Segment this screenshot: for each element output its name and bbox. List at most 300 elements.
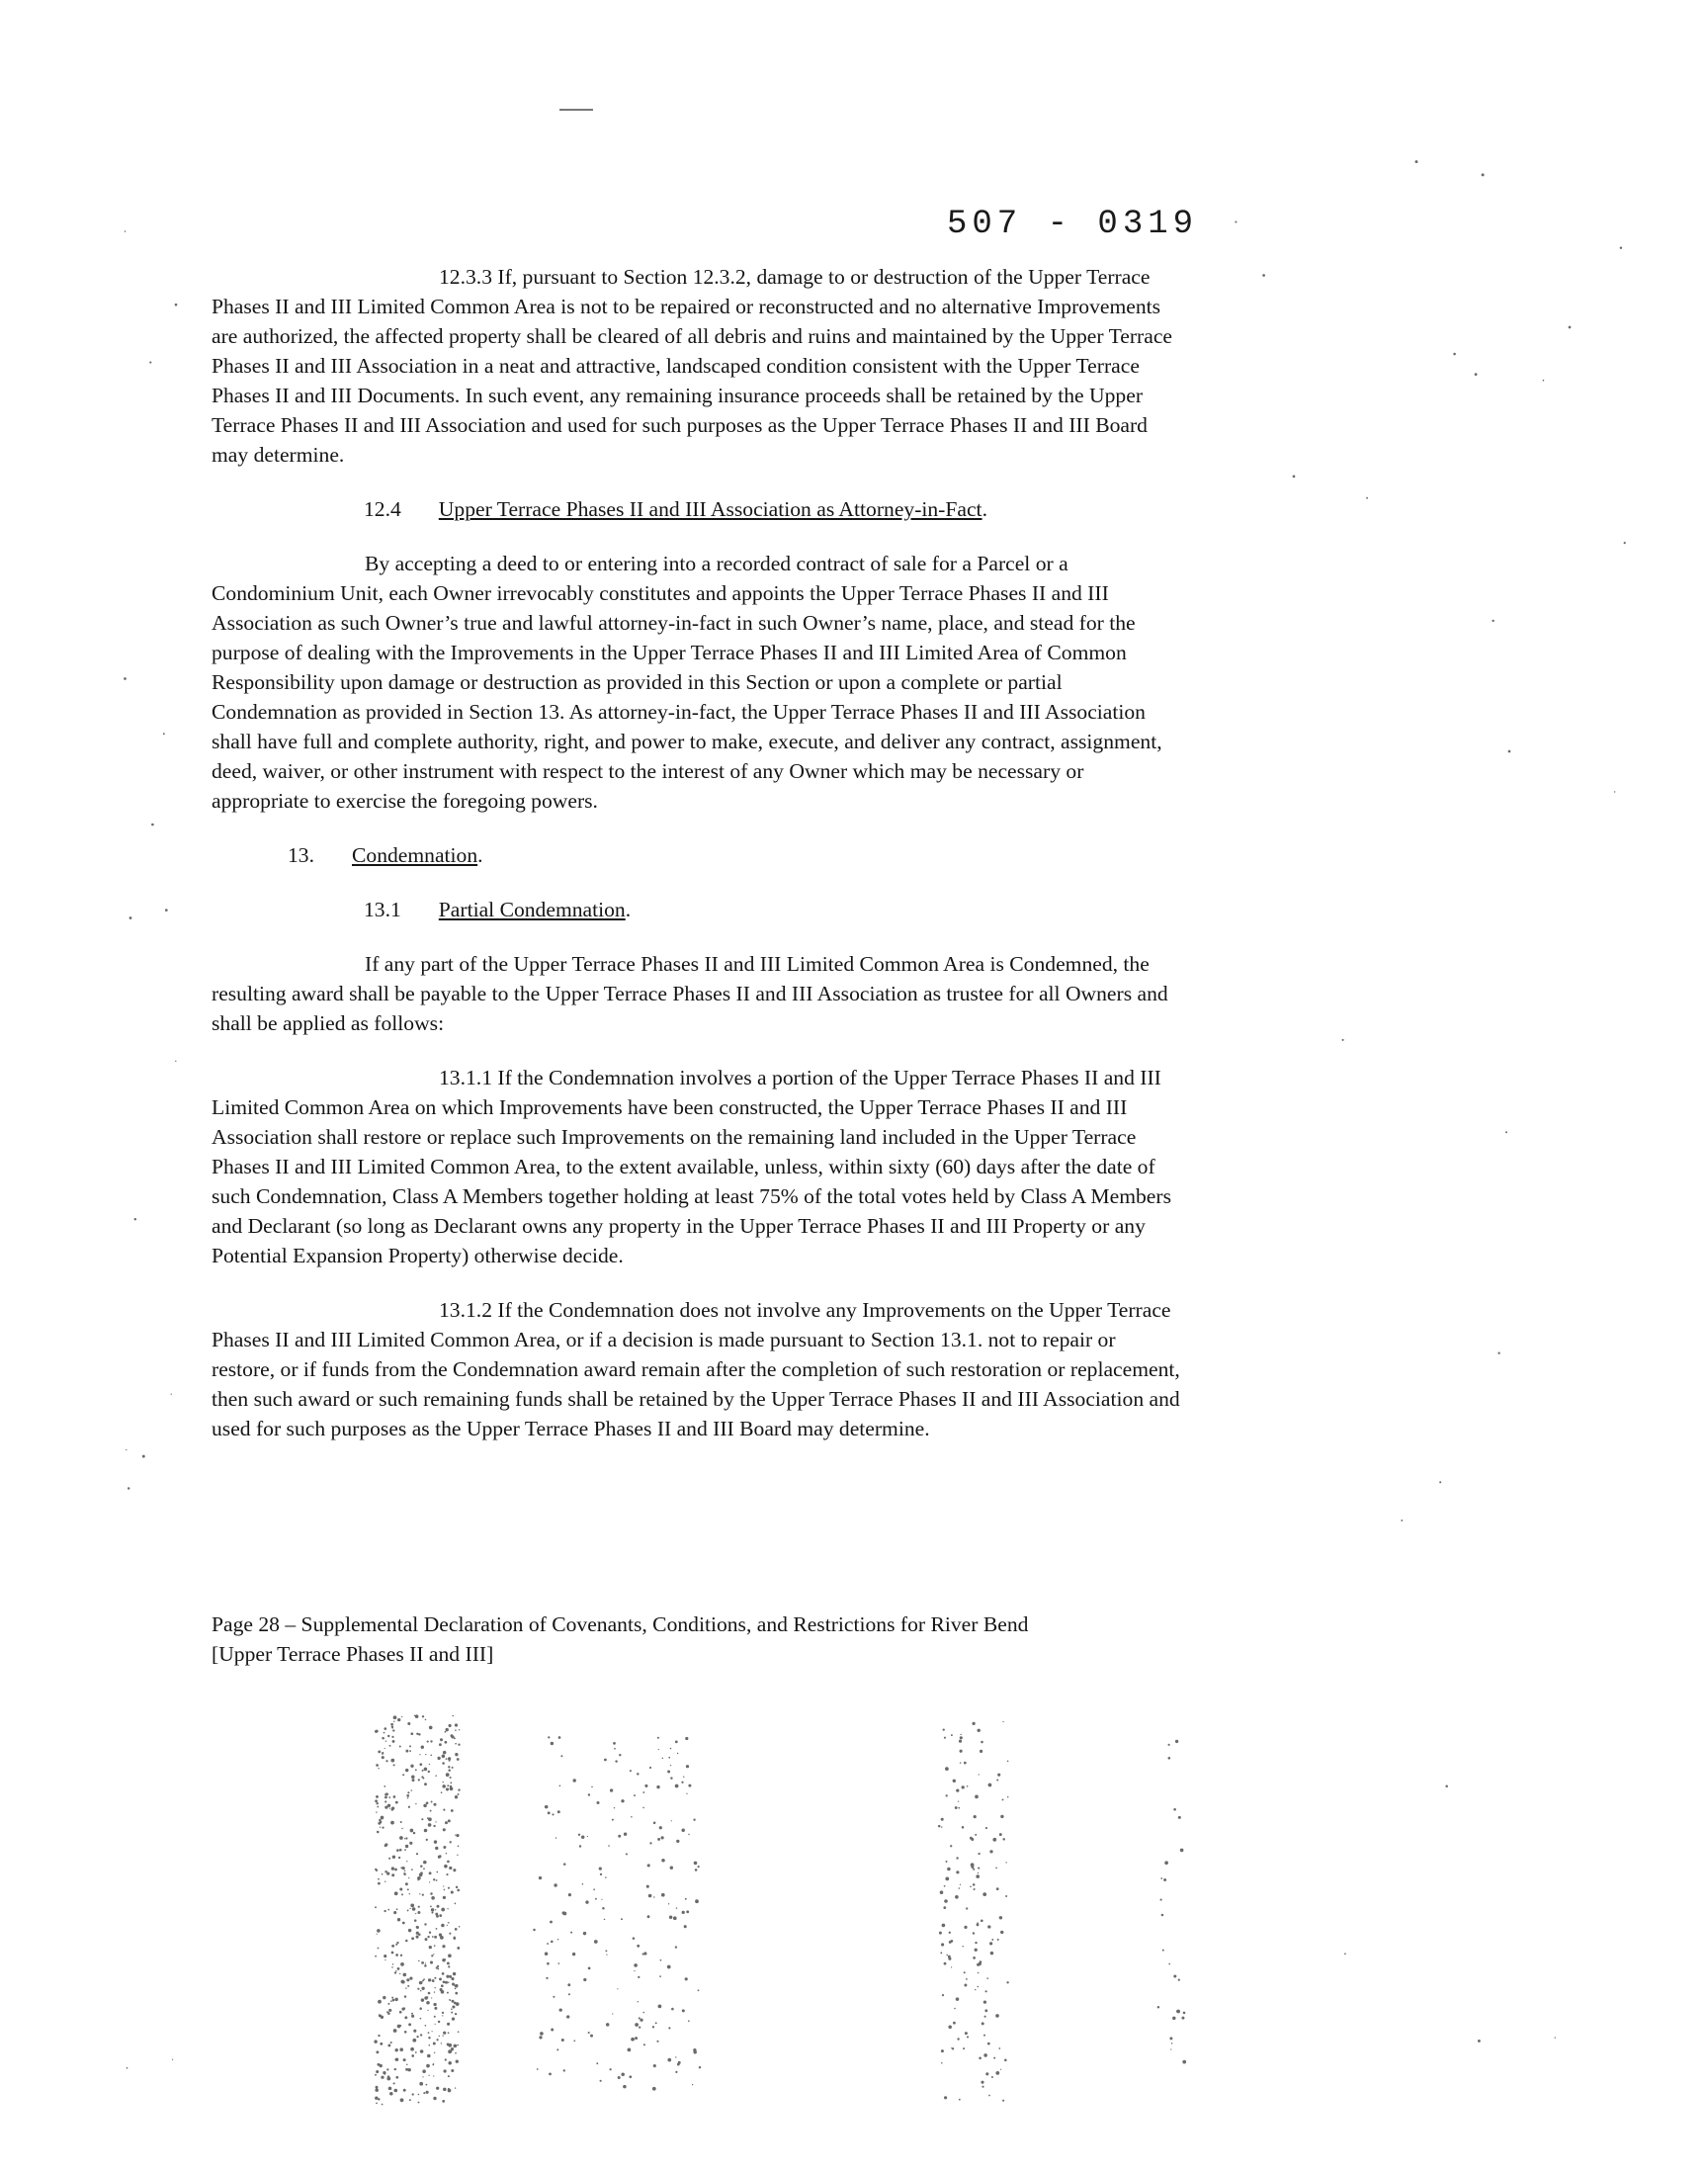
scan-speckle (588, 2032, 590, 2034)
scan-speckle (404, 2031, 407, 2034)
scan-speckle (458, 1793, 459, 1794)
section-12-3-3: 12.3.3 If, pursuant to Section 12.3.2, damage to or destruction of the Upper Terrace Phases II and III Limited Common Area is not to be repaired or reconstructed and no alternative Improvements are authorized, the affected property shall be cleared of all debris and ruins and maintained by the Upper Terrace Phases II and III Association in a neat and attractive, landscaped condition consistent with the Upper Terrace Phases II and III Documents. In such event, any remaining insurance proceeds shall be retained by the Upper Terrace Phases II and III Association and used for such purposes as the Upper Terrace Phases II and III Board may determine. (212, 265, 1172, 467)
scan-speckle (405, 1845, 408, 1848)
section-13-1-heading (212, 895, 1180, 924)
scan-speckle (1168, 1744, 1170, 1746)
scan-speckle (413, 2030, 416, 2033)
scan-speckle (411, 2015, 414, 2018)
scan-speckle (390, 1759, 394, 1763)
scan-speckle (427, 2001, 429, 2003)
scan-speckle (383, 1996, 385, 1999)
scan-speckle (418, 2094, 420, 2096)
scan-speckle (428, 1817, 432, 1821)
scan-speckle (642, 2012, 644, 2014)
scan-speckle (670, 1866, 673, 1869)
scan-speckle (1000, 1815, 1003, 1818)
scan-speckle (129, 916, 132, 919)
scan-speckle (408, 1806, 410, 1808)
scan-speckle (669, 1915, 673, 1919)
scan-speckle (402, 1922, 405, 1925)
scan-speckle (450, 1777, 452, 1779)
scan-speckle (630, 1770, 632, 1772)
scan-speckle (455, 1753, 458, 1756)
scan-speckle (410, 1732, 413, 1735)
scan-speckle (392, 1963, 393, 1964)
scan-speckle (443, 1751, 447, 1755)
scan-speckle (588, 1967, 591, 1970)
scan-speckle (407, 1722, 410, 1725)
scan-speckle (412, 2093, 414, 2095)
scan-speckle (614, 1748, 616, 1750)
scan-speckle (678, 2061, 681, 2064)
scan-speckle (384, 1748, 385, 1749)
scan-speckle (674, 1918, 676, 1920)
scan-speckle (128, 1487, 129, 1489)
scan-speckle (431, 1896, 435, 1900)
scan-speckle (409, 2099, 411, 2101)
scan-speckle (379, 2014, 382, 2017)
scan-speckle (376, 1811, 377, 1812)
scan-speckle (429, 1881, 430, 1882)
scan-speckle (395, 2048, 398, 2051)
scan-speckle (966, 1978, 968, 1980)
scan-speckle (380, 2043, 383, 2045)
scan-speckle (429, 1946, 432, 1949)
scan-speckle (973, 1883, 976, 1886)
scan-speckle (959, 1740, 962, 1743)
scan-speckle (1620, 246, 1622, 248)
scan-speckle (635, 2037, 638, 2040)
scan-speckle (941, 1826, 942, 1827)
scan-speckle (415, 1714, 419, 1718)
scan-speckle (421, 1961, 424, 1964)
scan-speckle (1492, 620, 1494, 622)
scan-speckle (996, 1780, 998, 1782)
scan-speckle (1543, 380, 1545, 382)
scan-speckle (459, 1926, 461, 1928)
scan-speckle (572, 1779, 575, 1782)
scan-speckle (945, 1767, 949, 1771)
scan-speckle (978, 1872, 979, 1873)
scan-speckle (376, 2103, 378, 2105)
scan-speckle (695, 1899, 699, 1903)
scan-speckle (583, 1978, 586, 1981)
scan-speckle (424, 1783, 427, 1785)
scan-speckle (405, 2068, 408, 2071)
scan-speckle (399, 2047, 403, 2051)
scan-speckle (451, 1809, 454, 1812)
section-13-1-body: If any part of the Upper Terrace Phases II and III Limited Common Area is Condemned, the resulting award shall be payable to the Upper Terrace Phases II and III Association as trustee for all Owners and shall be applied as follows: (212, 952, 1168, 1035)
scan-speckle (940, 1952, 942, 1954)
scan-speckle (395, 1970, 396, 1971)
scan-speckle (551, 1742, 554, 1745)
scan-speckle (375, 1956, 377, 1958)
scan-speckle (389, 2092, 393, 2096)
scan-speckle (1178, 1816, 1181, 1819)
scan-speckle (380, 1821, 383, 1824)
scan-speckle (428, 1771, 430, 1773)
scan-speckle (400, 2098, 404, 2102)
scan-speckle (426, 2091, 429, 2094)
scan-speckle (561, 2039, 564, 2042)
scan-speckle (388, 1796, 390, 1798)
scan-speckle (394, 2058, 396, 2060)
scan-speckle (670, 1777, 672, 1779)
scan-speckle (1170, 2048, 1171, 2049)
scan-speckle (420, 1981, 423, 1984)
page-footer (212, 1610, 1220, 1669)
scan-speckle (457, 2044, 459, 2046)
scan-speckle (454, 2002, 457, 2005)
scan-speckle (383, 2071, 385, 2074)
scan-speckle (1176, 2010, 1178, 2012)
scan-speckle (376, 2086, 379, 2089)
scan-speckle (960, 1762, 961, 1763)
scan-speckle (390, 2000, 392, 2002)
scan-speckle (442, 1945, 445, 1948)
scan-speckle (639, 2027, 640, 2029)
scan-speckle (406, 2063, 408, 2065)
scan-speckle (451, 2049, 453, 2051)
scan-speckle (387, 1909, 389, 1911)
section-title: Upper Terrace Phases II and III Association as Attorney-in-Fact (438, 497, 982, 521)
scan-speckle (451, 1734, 454, 1737)
scan-speckle (995, 2014, 999, 2018)
scan-speckle (985, 1827, 987, 1829)
scan-speckle (411, 1789, 413, 1791)
scan-speckle (957, 2038, 959, 2040)
scan-speckle (393, 2082, 395, 2084)
scan-speckle (448, 2044, 452, 2047)
scan-speckle (399, 1973, 400, 1974)
scan-speckle (668, 1903, 669, 1904)
scan-speckle (656, 2041, 658, 2043)
scan-speckle (377, 1806, 379, 1808)
scan-speckle (416, 1926, 419, 1929)
section-12-4-heading (212, 494, 1180, 524)
scan-speckle (455, 1928, 458, 1931)
scan-speckle (430, 1892, 433, 1895)
scan-speckle (448, 2061, 452, 2065)
scan-speckle (417, 1988, 419, 1990)
section-title-end: . (477, 843, 483, 867)
scan-speckle (398, 1857, 400, 1859)
scan-speckle (688, 2020, 690, 2022)
scan-speckle (447, 1925, 448, 1926)
section-title: Partial Condemnation (438, 898, 626, 921)
scan-speckle (999, 1916, 1002, 1919)
section-12-4-body: By accepting a deed to or entering into a recorded contract of sale for a Parcel or a Condominium Unit, each Owner irrevocably constitutes and appoints the Upper Terrace Phases II and III Association as such Owner’s true and lawful attorney-in-fact in such Owner’s name, place, and stead for the purpose of dealing with the Improvements in the Upper Terrace Phases II and III Limited Area of Common Responsibility upon damage or destruction as provided in this Section or upon a complete or partial Condemnation as provided in Section 13. As attorney-in-fact, the Upper Terrace Phases II and III Association shall have full and complete authority, right, and power to make, execute, and deliver any contract, assignment, deed, waiver, or other instrument with respect to the interest of any Owner which may be necessary or appropriate to exercise the foregoing powers. (212, 552, 1162, 813)
scan-speckle (563, 1912, 567, 1916)
scan-speckle (448, 2075, 450, 2077)
scan-speckle (395, 2076, 398, 2079)
scan-speckle (397, 1918, 400, 1921)
scan-speckle (387, 2075, 390, 2078)
scan-speckle (379, 1819, 382, 1822)
scan-speckle (444, 1865, 448, 1869)
scan-speckle (376, 1795, 379, 1798)
scan-speckle (375, 1799, 378, 1802)
scan-speckle (649, 1767, 651, 1769)
scan-speckle (455, 1834, 456, 1835)
scan-speckle (591, 1786, 593, 1788)
scan-speckle (420, 2018, 422, 2020)
scan-speckle (590, 2035, 593, 2038)
scan-speckle (572, 1953, 575, 1956)
scan-speckle (424, 1829, 428, 1833)
scan-speckle (384, 1785, 385, 1787)
scan-speckle (557, 1939, 558, 1940)
scan-speckle (685, 1977, 688, 1980)
scan-speckle (962, 1946, 963, 1947)
scan-speckle (431, 1801, 433, 1803)
scan-speckle (426, 2064, 430, 2068)
scan-speckle (443, 1828, 446, 1831)
scan-speckle (444, 1889, 446, 1891)
scan-speckle (985, 1990, 987, 1992)
scan-speckle (608, 1845, 610, 1847)
scan-speckle (675, 1946, 677, 1948)
scan-speckle (944, 1737, 946, 1739)
scan-speckle (378, 1878, 380, 1880)
scan-speckle (688, 1784, 691, 1787)
scan-speckle (628, 2048, 632, 2052)
scan-speckle (948, 2026, 952, 2030)
scan-speckle (964, 1984, 967, 1987)
scan-speckle (657, 1737, 659, 1739)
scan-speckle (390, 1821, 394, 1825)
scan-speckle (384, 1805, 387, 1808)
scan-speckle (411, 2013, 413, 2015)
scan-speckle (376, 2050, 379, 2053)
scan-speckle (434, 2016, 436, 2018)
scan-speckle (391, 1808, 393, 1810)
scan-speckle (442, 2100, 445, 2103)
scan-speckle (686, 1793, 687, 1794)
scan-speckle (960, 1734, 961, 1735)
scan-speckle (418, 1906, 420, 1908)
scan-speckle (458, 1793, 460, 1795)
scan-speckle (417, 1879, 419, 1881)
scan-speckle (995, 2071, 999, 2075)
scan-speckle (430, 1960, 433, 1963)
scan-speckle (411, 2054, 414, 2057)
scan-speckle (979, 1774, 980, 1775)
scan-speckle (973, 1869, 975, 1870)
scan-speckle (681, 1782, 683, 1784)
scan-speckle (384, 1793, 386, 1795)
scan-speckle (685, 1737, 688, 1740)
scan-speckle (403, 2089, 406, 2092)
scan-speckle (399, 1746, 401, 1748)
scan-speckle (382, 1752, 384, 1754)
scan-speckle (981, 2081, 983, 2084)
scan-speckle (415, 1803, 416, 1804)
scan-speckle (624, 1833, 627, 1836)
scan-speckle (452, 2000, 455, 2003)
section-13-1-1: 13.1.1 If the Condemnation involves a portion of the Upper Terrace Phases II and III Limited Common Area on which Improvements have been constructed, the Upper Terrace Phases II and III Association shall restore or replace such Improvements on the remaining land included in the Upper Terrace Phases II and III Limited Common Area, to the extent available, unless, within sixty (60) days after the date of such Condemnation, Class A Members together holding at least 75% of the total votes held by Class A Members and Declarant (so long as Declarant owns any property in the Upper Terrace Phases II and III Property or any Potential Expansion Property) otherwise decide. (212, 1066, 1171, 1267)
scan-speckle (399, 1887, 402, 1890)
scan-speckle (390, 1723, 393, 1726)
scan-speckle (946, 1955, 948, 1957)
scan-speckle (434, 2004, 435, 2005)
scan-speckle (606, 2023, 610, 2027)
scan-speckle (391, 1966, 393, 1968)
scan-speckle (396, 1908, 398, 1910)
scan-speckle (414, 1919, 417, 1922)
scan-speckle (442, 1958, 445, 1961)
scan-speckle (951, 1940, 954, 1943)
scan-speckle (693, 2050, 696, 2053)
scan-speckle (581, 1835, 584, 1838)
scan-speckle (633, 1937, 636, 1940)
scan-speckle (563, 2069, 565, 2071)
scan-speckle (949, 1941, 952, 1944)
scan-speckle (394, 2089, 398, 2093)
scan-speckle (1171, 2043, 1172, 2044)
scan-speckle (377, 1831, 380, 1834)
scan-speckle (634, 1970, 635, 1971)
scan-speckle (411, 1869, 413, 1870)
scan-speckle (405, 1837, 407, 1839)
scan-speckle (428, 2037, 430, 2039)
scan-speckle (386, 2077, 390, 2081)
scan-speckle (452, 2005, 455, 2008)
scan-speckle (440, 1988, 443, 1991)
scan-speckle (427, 1936, 429, 1938)
scan-speckle (454, 1936, 456, 1938)
scan-speckle (647, 1864, 650, 1867)
scan-speckle (384, 1732, 385, 1734)
scan-speckle (428, 1823, 432, 1827)
scan-speckle (419, 2082, 423, 2086)
scan-speckle (602, 1907, 605, 1910)
scan-speckle (449, 1975, 452, 1978)
scan-speckle (555, 1837, 556, 1838)
scan-speckle (964, 1762, 967, 1765)
scan-speckle (407, 1797, 408, 1798)
scan-speckle (1160, 1899, 1162, 1901)
section-number: 13.1 (364, 898, 401, 921)
scan-speckle (403, 1872, 405, 1874)
scan-speckle (440, 1738, 443, 1741)
scan-speckle (391, 1945, 394, 1948)
scan-speckle (977, 1876, 978, 1877)
scan-speckle (436, 1928, 438, 1930)
scan-speckle (692, 2084, 693, 2085)
scan-speckle (418, 1934, 421, 1937)
scan-speckle (455, 1743, 457, 1745)
scan-speckle (658, 1749, 659, 1750)
scan-speckle (439, 1855, 442, 1858)
scan-speckle (450, 1841, 452, 1843)
scan-speckle (392, 1856, 395, 1859)
scan-speckle (404, 1849, 406, 1851)
scan-speckle (396, 1942, 398, 1944)
section-title-end: . (625, 898, 632, 921)
scan-speckle (409, 1750, 411, 1752)
scan-speckle (682, 1911, 685, 1914)
scan-speckle (411, 1776, 415, 1780)
scan-speckle (560, 1755, 562, 1757)
scan-speckle (384, 1843, 387, 1846)
scan-speckle (400, 1955, 402, 1957)
scan-speckle (405, 1750, 408, 1753)
scan-speckle (378, 1948, 380, 1950)
scan-speckle (458, 1845, 460, 1847)
scan-speckle (642, 1791, 644, 1793)
scan-speckle (551, 1941, 554, 1944)
scan-speckle (971, 1838, 974, 1841)
scan-speckle (618, 1835, 621, 1838)
scan-speckle (458, 1744, 460, 1746)
scan-speckle (642, 1954, 644, 1956)
scan-speckle (393, 1911, 396, 1914)
scan-speckle (977, 1963, 980, 1966)
scan-speckle (604, 1919, 606, 1921)
scan-speckle (375, 1869, 377, 1870)
scan-speckle (568, 1993, 570, 1995)
footer-line-1: Page 28 – Supplemental Declaration of Covenants, Conditions, and Restrictions for River Bend (212, 1612, 1029, 1636)
scan-speckle (677, 2063, 680, 2066)
scan-speckle (377, 1934, 378, 1935)
scan-speckle (391, 1952, 394, 1955)
scan-speckle (420, 2049, 424, 2053)
scan-speckle (455, 1992, 458, 1995)
scan-speckle (634, 1794, 636, 1796)
scan-speckle (562, 1911, 565, 1914)
scan-speckle (399, 1836, 403, 1840)
scan-speckle (420, 1871, 423, 1874)
scan-speckle (436, 1915, 439, 1918)
scan-speckle (982, 2022, 984, 2025)
scan-speckle (387, 2003, 389, 2005)
scan-speckle (694, 1862, 698, 1866)
scan-speckle (1497, 1352, 1499, 1354)
scan-speckle (1439, 1481, 1441, 1483)
scan-speckle (444, 2069, 447, 2072)
scan-speckle (1002, 2100, 1004, 2102)
scan-speckle (662, 1758, 664, 1760)
scan-speckle (433, 2097, 436, 2100)
scan-speckle (384, 1959, 385, 1960)
scan-speckle (579, 1845, 581, 1847)
scan-speckle (646, 1885, 649, 1888)
scan-speckle (452, 1983, 455, 1986)
scan-speckle (649, 1842, 651, 1844)
scan-speckle (583, 1932, 586, 1935)
scan-speckle (391, 1726, 393, 1728)
scan-speckle (410, 1765, 413, 1768)
scan-speckle (545, 1952, 548, 1955)
scan-speckle (982, 1892, 986, 1896)
scan-speckle (409, 1842, 412, 1845)
scan-speckle (952, 2047, 954, 2049)
scan-speckle (447, 2044, 450, 2046)
scan-speckle (977, 1924, 980, 1927)
scan-speckle (1366, 497, 1368, 499)
scan-speckle (668, 2027, 670, 2029)
scan-speckle (980, 1750, 982, 1753)
scan-speckle (435, 1847, 438, 1850)
scan-speckle (397, 1967, 400, 1970)
scan-speckle (434, 1936, 437, 1939)
scan-speckle (1164, 1861, 1168, 1865)
scan-speckle (434, 1945, 436, 1947)
scan-speckle (637, 1773, 639, 1775)
scan-speckle (443, 1896, 446, 1899)
scan-speckle (454, 1984, 456, 1986)
